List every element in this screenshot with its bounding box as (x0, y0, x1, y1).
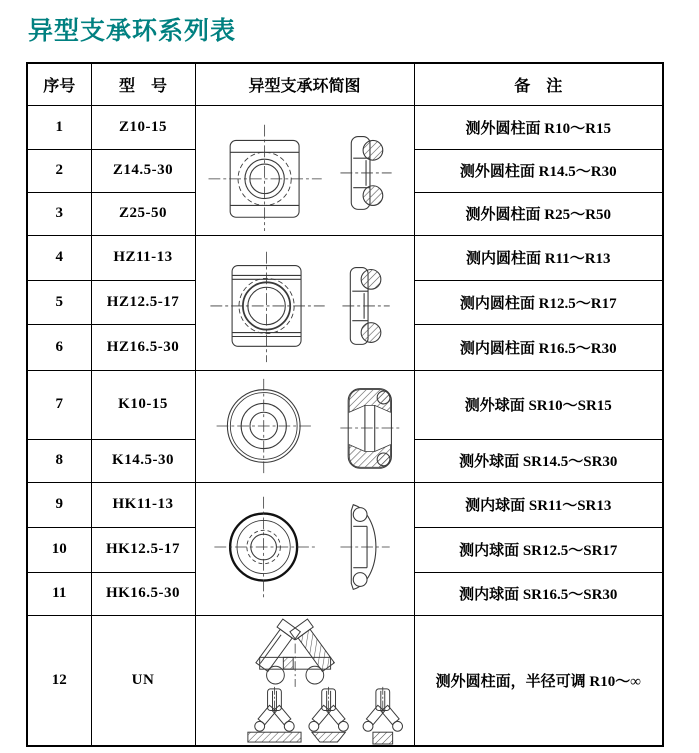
z-side-pad (363, 140, 383, 160)
row-model: K14.5-30 (91, 439, 195, 482)
header-diagram: 异型支承环简图 (195, 63, 414, 105)
un-usage-figure-cylinder (308, 687, 347, 742)
diagram-cell-z (195, 105, 414, 235)
row-model: HZ12.5-17 (91, 280, 195, 324)
row-model: HZ16.5-30 (91, 324, 195, 370)
row-remark: 测内球面 SR11～SR13 (414, 482, 663, 527)
row-model: K10-15 (91, 370, 195, 439)
header-remark: 备 注 (414, 63, 663, 105)
row-remark: 测外圆柱面，半径可调 R10～∞ (414, 615, 663, 746)
row-no: 12 (27, 615, 91, 746)
row-model: HZ11-13 (91, 235, 195, 280)
row-no: 7 (27, 370, 91, 439)
row-model: HK11-13 (91, 482, 195, 527)
un-usage-figure-flat (247, 687, 300, 742)
row-remark: 测外圆柱面 R10～R15 (414, 105, 663, 149)
diagram-cell-un (195, 615, 414, 746)
hk-ring-diagram (196, 483, 413, 614)
table-row (27, 370, 663, 439)
header-no: 序号 (27, 63, 91, 105)
un-v-assembly (252, 619, 337, 687)
row-remark: 测外球面 SR10～SR15 (414, 370, 663, 439)
un-usage-figure-narrow (363, 687, 402, 744)
page-title: 异型支承环系列表 (28, 17, 237, 45)
row-remark: 测内球面 SR12.5～SR17 (414, 527, 663, 572)
row-no: 2 (27, 149, 91, 192)
k-side-pad (377, 391, 390, 404)
row-model: Z25-50 (91, 192, 195, 235)
k-ring-diagram (196, 371, 413, 481)
table-row (27, 482, 663, 527)
z-ring-diagram (196, 106, 413, 234)
diagram-cell-hk (195, 482, 414, 615)
header-model: 型 号 (91, 63, 195, 105)
row-model: Z10-15 (91, 105, 195, 149)
table-header-row (27, 63, 663, 105)
row-no: 4 (27, 235, 91, 280)
hk-side-pad (353, 573, 367, 587)
row-remark: 测外圆柱面 R25～R50 (414, 192, 663, 235)
hz-side-pad (361, 269, 381, 289)
row-model: HK12.5-17 (91, 527, 195, 572)
support-ring-series-table (26, 62, 664, 747)
row-model: UN (91, 615, 195, 746)
un-support-diagram (196, 616, 413, 745)
k-side-pad (377, 453, 390, 466)
z-side-pad (363, 186, 383, 206)
table-row (27, 615, 663, 746)
table-row (27, 235, 663, 280)
hz-ring-diagram (196, 236, 413, 369)
row-no: 8 (27, 439, 91, 482)
row-remark: 测外圆柱面 R14.5～R30 (414, 149, 663, 192)
diagram-cell-k (195, 370, 414, 482)
row-remark: 测外球面 SR14.5～SR30 (414, 439, 663, 482)
row-model: Z14.5-30 (91, 149, 195, 192)
row-no: 10 (27, 527, 91, 572)
row-no: 5 (27, 280, 91, 324)
row-no: 1 (27, 105, 91, 149)
row-remark: 测内圆柱面 R11～R13 (414, 235, 663, 280)
row-no: 3 (27, 192, 91, 235)
row-no: 9 (27, 482, 91, 527)
row-remark: 测内球面 SR16.5～SR30 (414, 572, 663, 615)
row-model: HK16.5-30 (91, 572, 195, 615)
row-remark: 测内圆柱面 R12.5～R17 (414, 280, 663, 324)
hk-side-pad (353, 508, 367, 522)
row-remark: 测内圆柱面 R16.5～R30 (414, 324, 663, 370)
hz-side-pad (361, 323, 381, 343)
table-row (27, 105, 663, 149)
row-no: 6 (27, 324, 91, 370)
diagram-cell-hz (195, 235, 414, 370)
row-no: 11 (27, 572, 91, 615)
